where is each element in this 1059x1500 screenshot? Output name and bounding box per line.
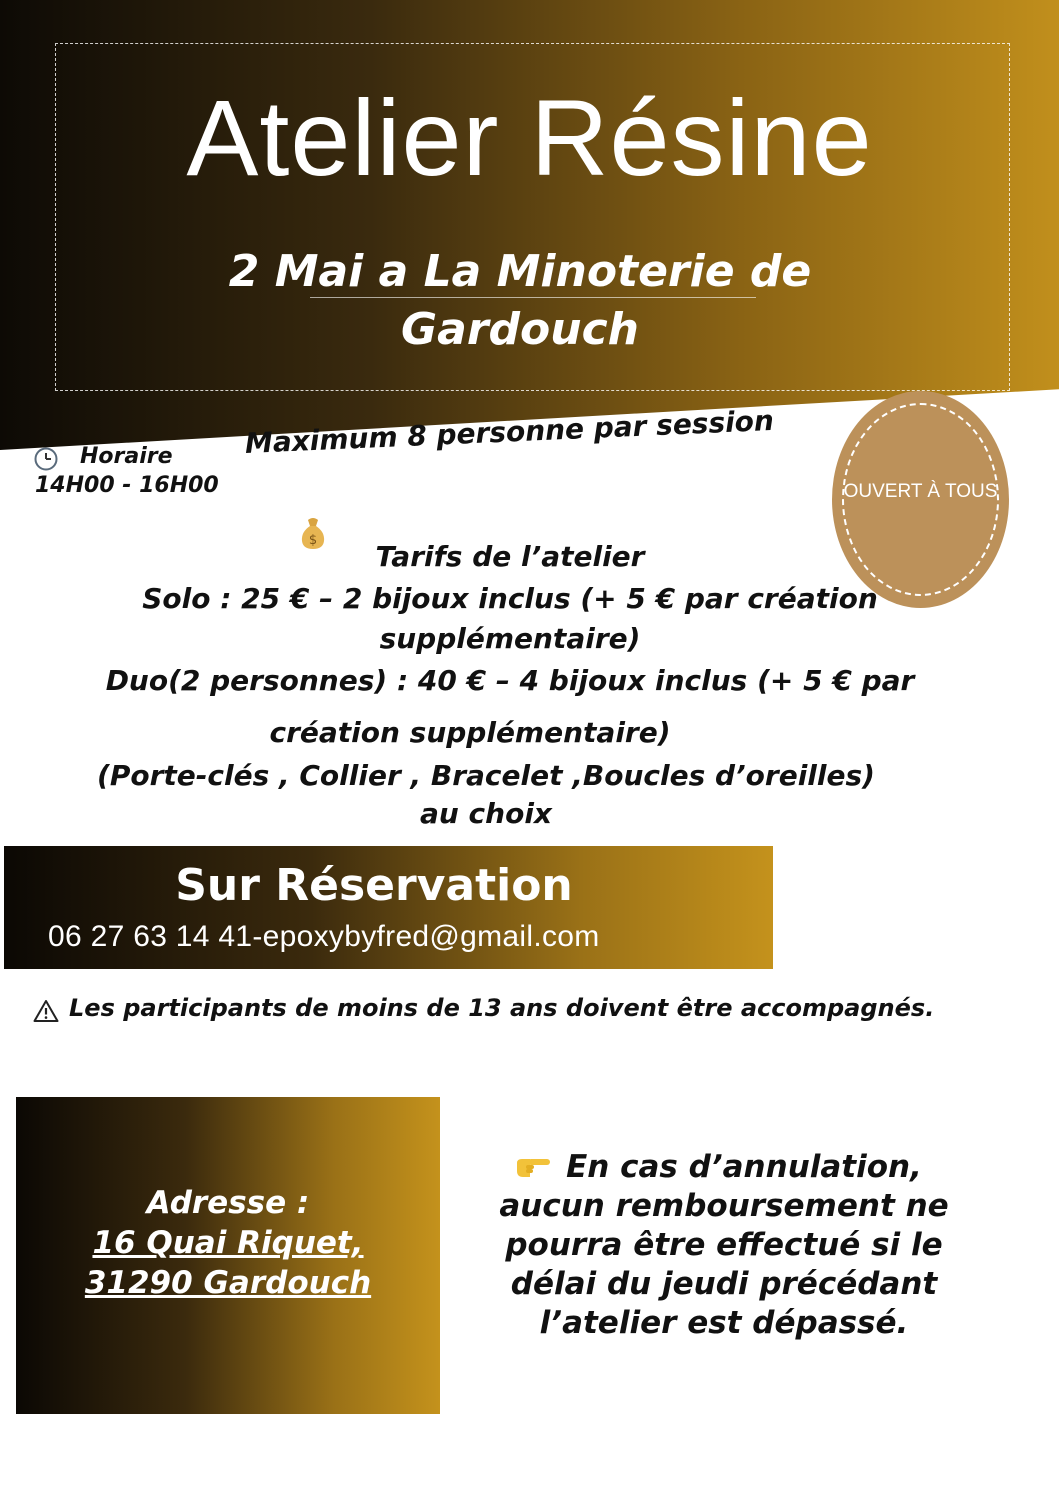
- reservation-title: Sur Réservation: [175, 860, 573, 911]
- badge-label: OUVERT À TOUS: [843, 481, 998, 502]
- svg-text:$: $: [308, 533, 318, 548]
- pricing-heading: Tarifs de l’atelier: [375, 540, 645, 573]
- age-warning-text: Les participants de moins de 13 ans doivent être accompagnés.: [69, 994, 935, 1022]
- schedule-time: 14H00 - 16H00: [35, 473, 219, 498]
- event-subtitle: 2 Mai a La Minoterie de Gardouch: [228, 246, 812, 355]
- pricing-solo-line1: Solo : 25 € – 2 bijoux inclus (+ 5 € par création: [142, 582, 878, 615]
- address-label: Adresse :: [146, 1185, 310, 1221]
- cancellation-policy-text: En cas d’annulation, aucun remboursement ne pourra être effectué si le délai du jeudi précédant l’atelier est dépassé.: [499, 1149, 949, 1341]
- warning-icon: [33, 999, 59, 1023]
- pricing-choices-line2: au choix: [419, 797, 552, 830]
- pricing-duo-line2: création supplémentaire): [269, 716, 671, 749]
- reservation-contact[interactable]: 06 27 63 14 41-epoxybyfred@gmail.com: [48, 920, 600, 953]
- pricing-solo-line2: supplémentaire): [379, 622, 641, 655]
- capacity-text: Maximum 8 personne par session: [244, 403, 775, 460]
- clock-icon: [34, 447, 58, 471]
- schedule-label: Horaire: [80, 444, 173, 469]
- address-panel: [16, 1097, 440, 1414]
- address-value[interactable]: 16 Quai Riquet, 31290 Gardouch: [84, 1225, 372, 1301]
- page-title: Atelier Résine: [186, 77, 873, 198]
- pricing-duo-line1: Duo(2 personnes) : 40 € – 4 bijoux inclus (+ 5 € par: [105, 664, 915, 697]
- pricing-choices-line1: (Porte-clés , Collier , Bracelet ,Boucles d’oreilles): [97, 759, 875, 792]
- reservation-banner: [4, 846, 773, 969]
